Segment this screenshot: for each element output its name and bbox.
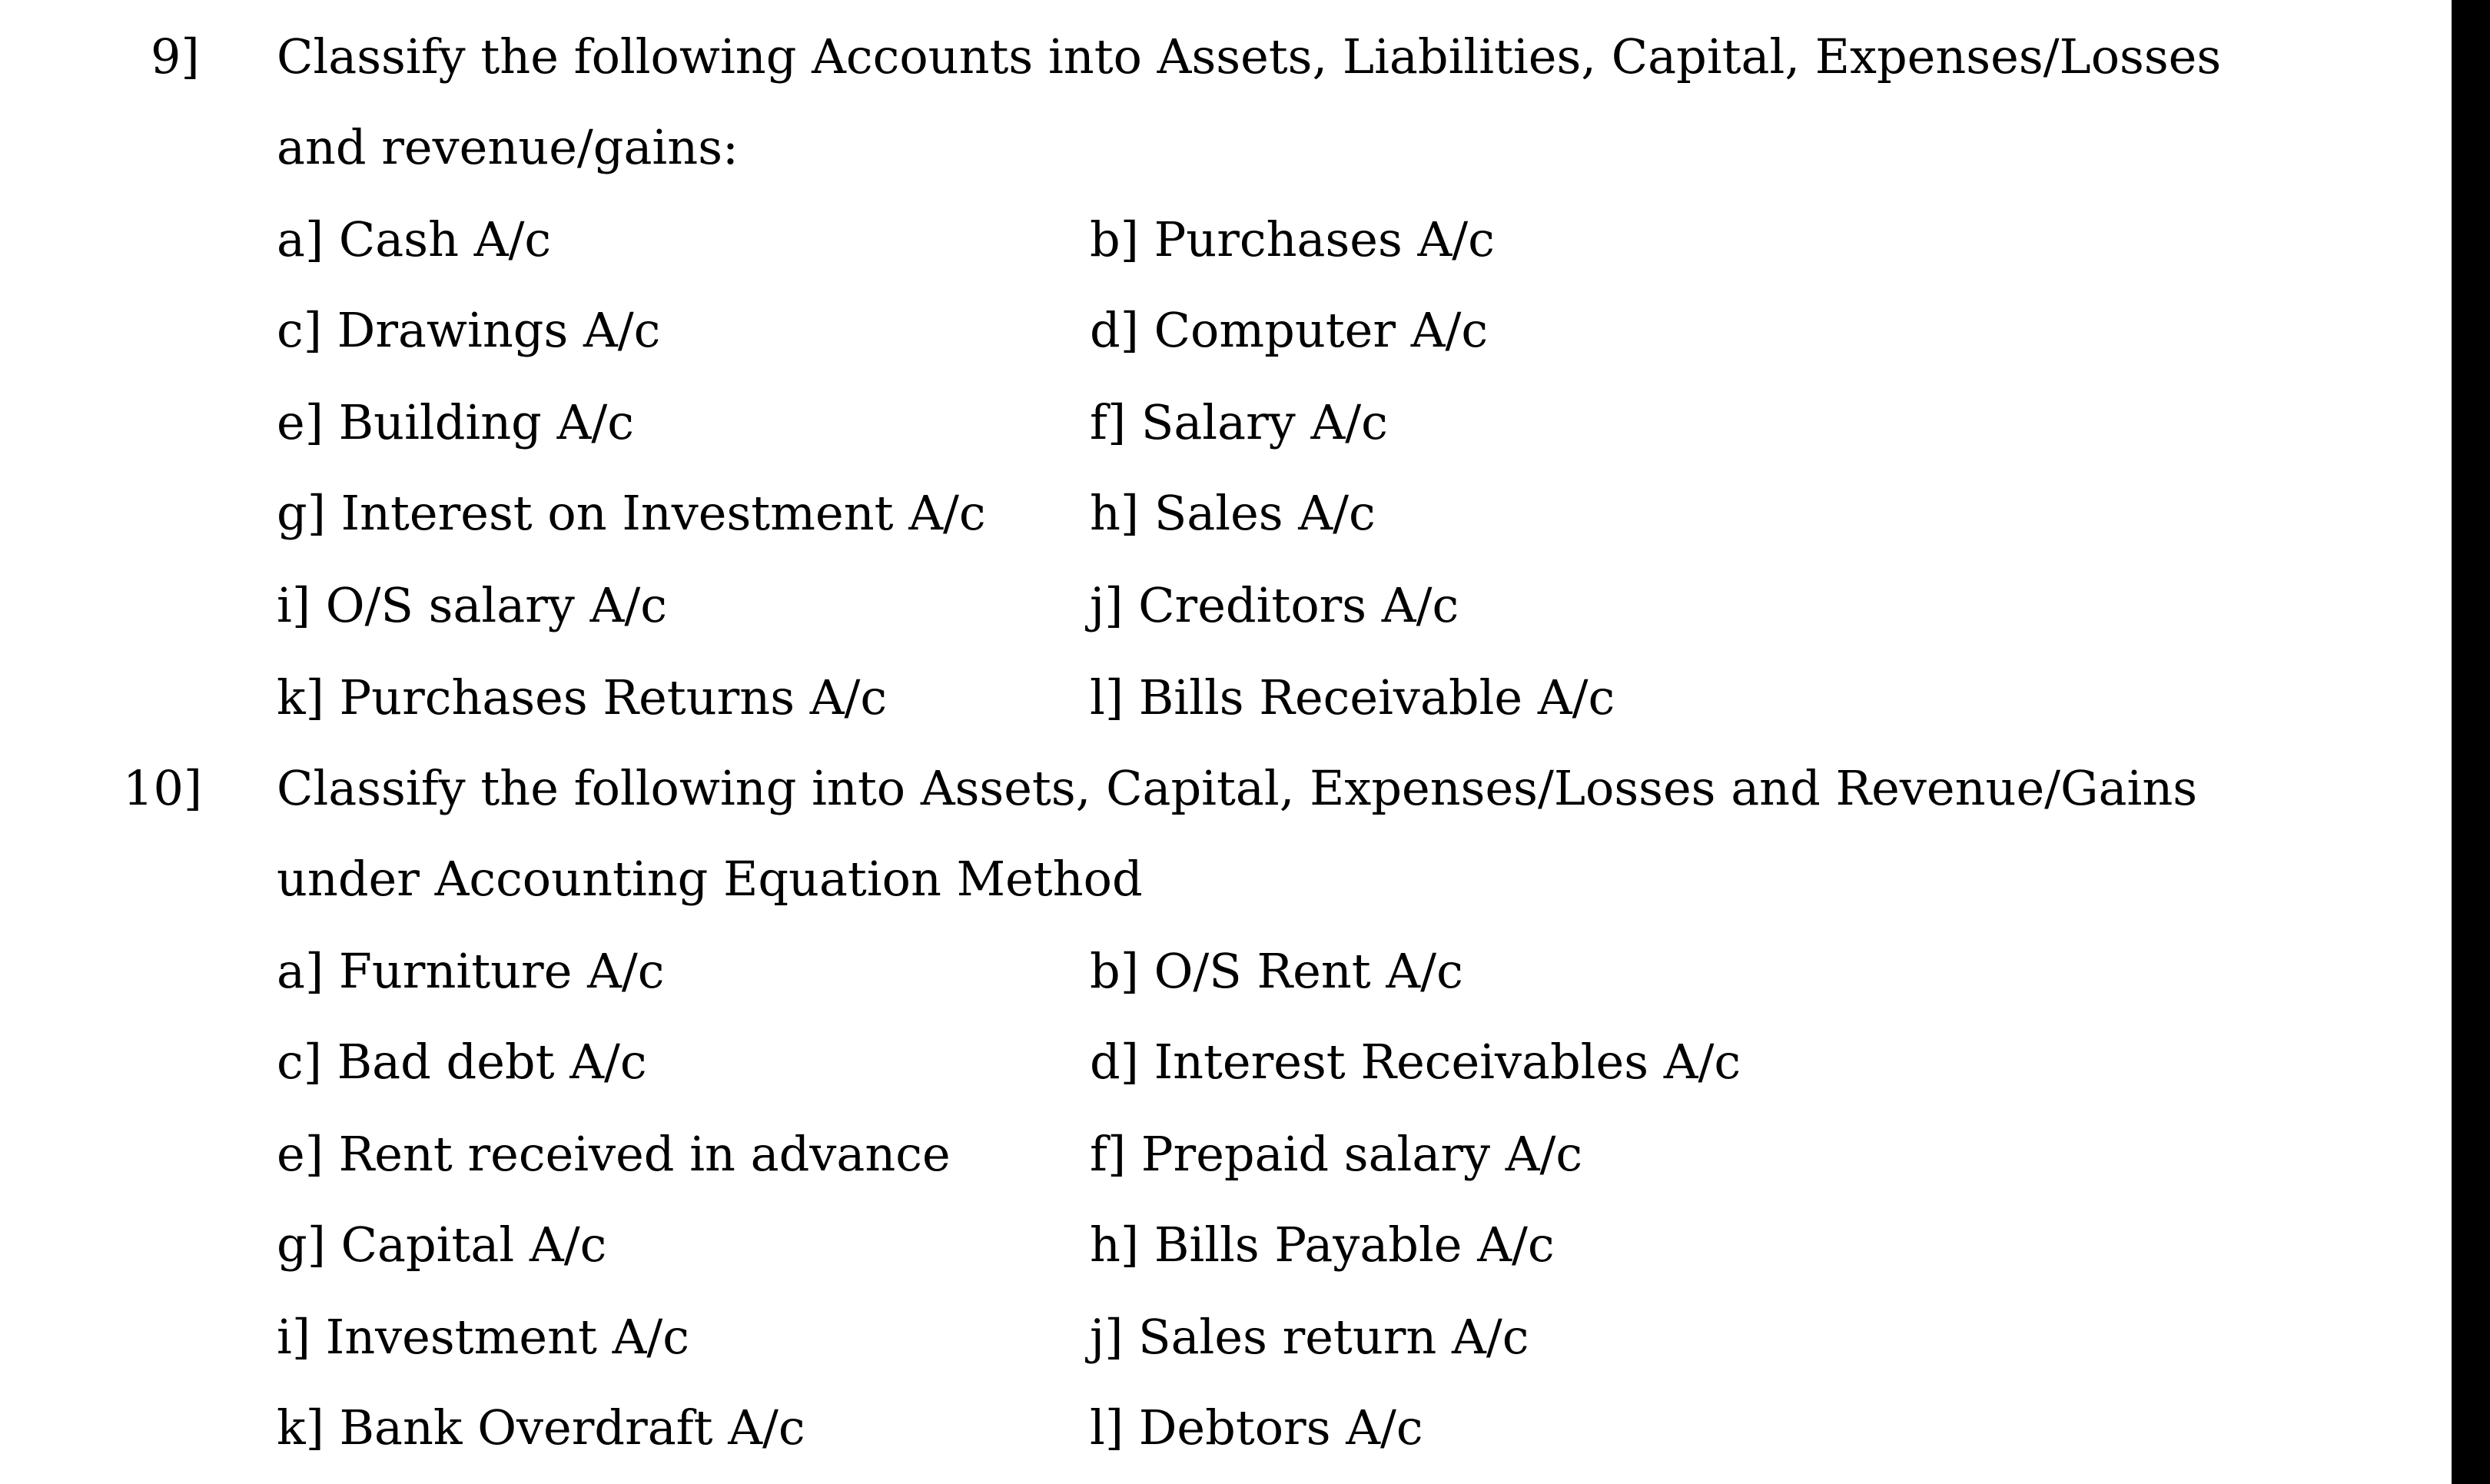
- question-9-item-g: g] Interest on Investment A/c: [277, 485, 986, 541]
- question-9-item-k: k] Purchases Returns A/c: [277, 669, 888, 725]
- question-9-item-j: j] Creditors A/c: [1090, 577, 1459, 633]
- question-9-item-l: l] Bills Receivable A/c: [1090, 669, 1615, 725]
- question-10-item-c: c] Bad debt A/c: [277, 1034, 647, 1090]
- question-9-number: 9]: [151, 28, 200, 85]
- question-10-item-j: j] Sales return A/c: [1090, 1309, 1529, 1365]
- question-10-item-i: i] Investment A/c: [277, 1309, 690, 1365]
- question-10-item-b: b] O/S Rent A/c: [1090, 943, 1463, 999]
- question-10-item-f: f] Prepaid salary A/c: [1090, 1126, 1583, 1182]
- question-10-number: 10]: [123, 760, 203, 816]
- question-9-item-e: e] Building A/c: [277, 394, 634, 450]
- question-10-item-g: g] Capital A/c: [277, 1217, 607, 1273]
- question-10-item-e: e] Rent received in advance: [277, 1126, 951, 1182]
- question-9-heading-line2: and revenue/gains:: [277, 119, 739, 175]
- question-10-item-a: a] Furniture A/c: [277, 943, 665, 999]
- question-10-heading-line1: Classify the following into Assets, Capital, Expenses/Losses and Revenue/Gains: [277, 760, 2198, 816]
- question-9-heading-line1: Classify the following Accounts into Assets, Liabilities, Capital, Expenses/Losses: [277, 28, 2222, 85]
- question-9-item-d: d] Computer A/c: [1090, 302, 1489, 358]
- question-9-item-b: b] Purchases A/c: [1090, 211, 1495, 267]
- page-edge-bar: [2452, 0, 2490, 1484]
- question-10-item-k: k] Bank Overdraft A/c: [277, 1399, 805, 1456]
- question-10-item-d: d] Interest Receivables A/c: [1090, 1034, 1741, 1090]
- question-10-heading-line2: under Accounting Equation Method: [277, 851, 1143, 907]
- question-9-item-f: f] Salary A/c: [1090, 394, 1388, 450]
- question-10-item-h: h] Bills Payable A/c: [1090, 1217, 1555, 1273]
- question-9-item-c: c] Drawings A/c: [277, 302, 661, 358]
- question-10-item-l: l] Debtors A/c: [1090, 1399, 1423, 1456]
- question-9-item-h: h] Sales A/c: [1090, 485, 1376, 541]
- question-9-item-i: i] O/S salary A/c: [277, 577, 667, 633]
- question-9-item-a: a] Cash A/c: [277, 211, 552, 267]
